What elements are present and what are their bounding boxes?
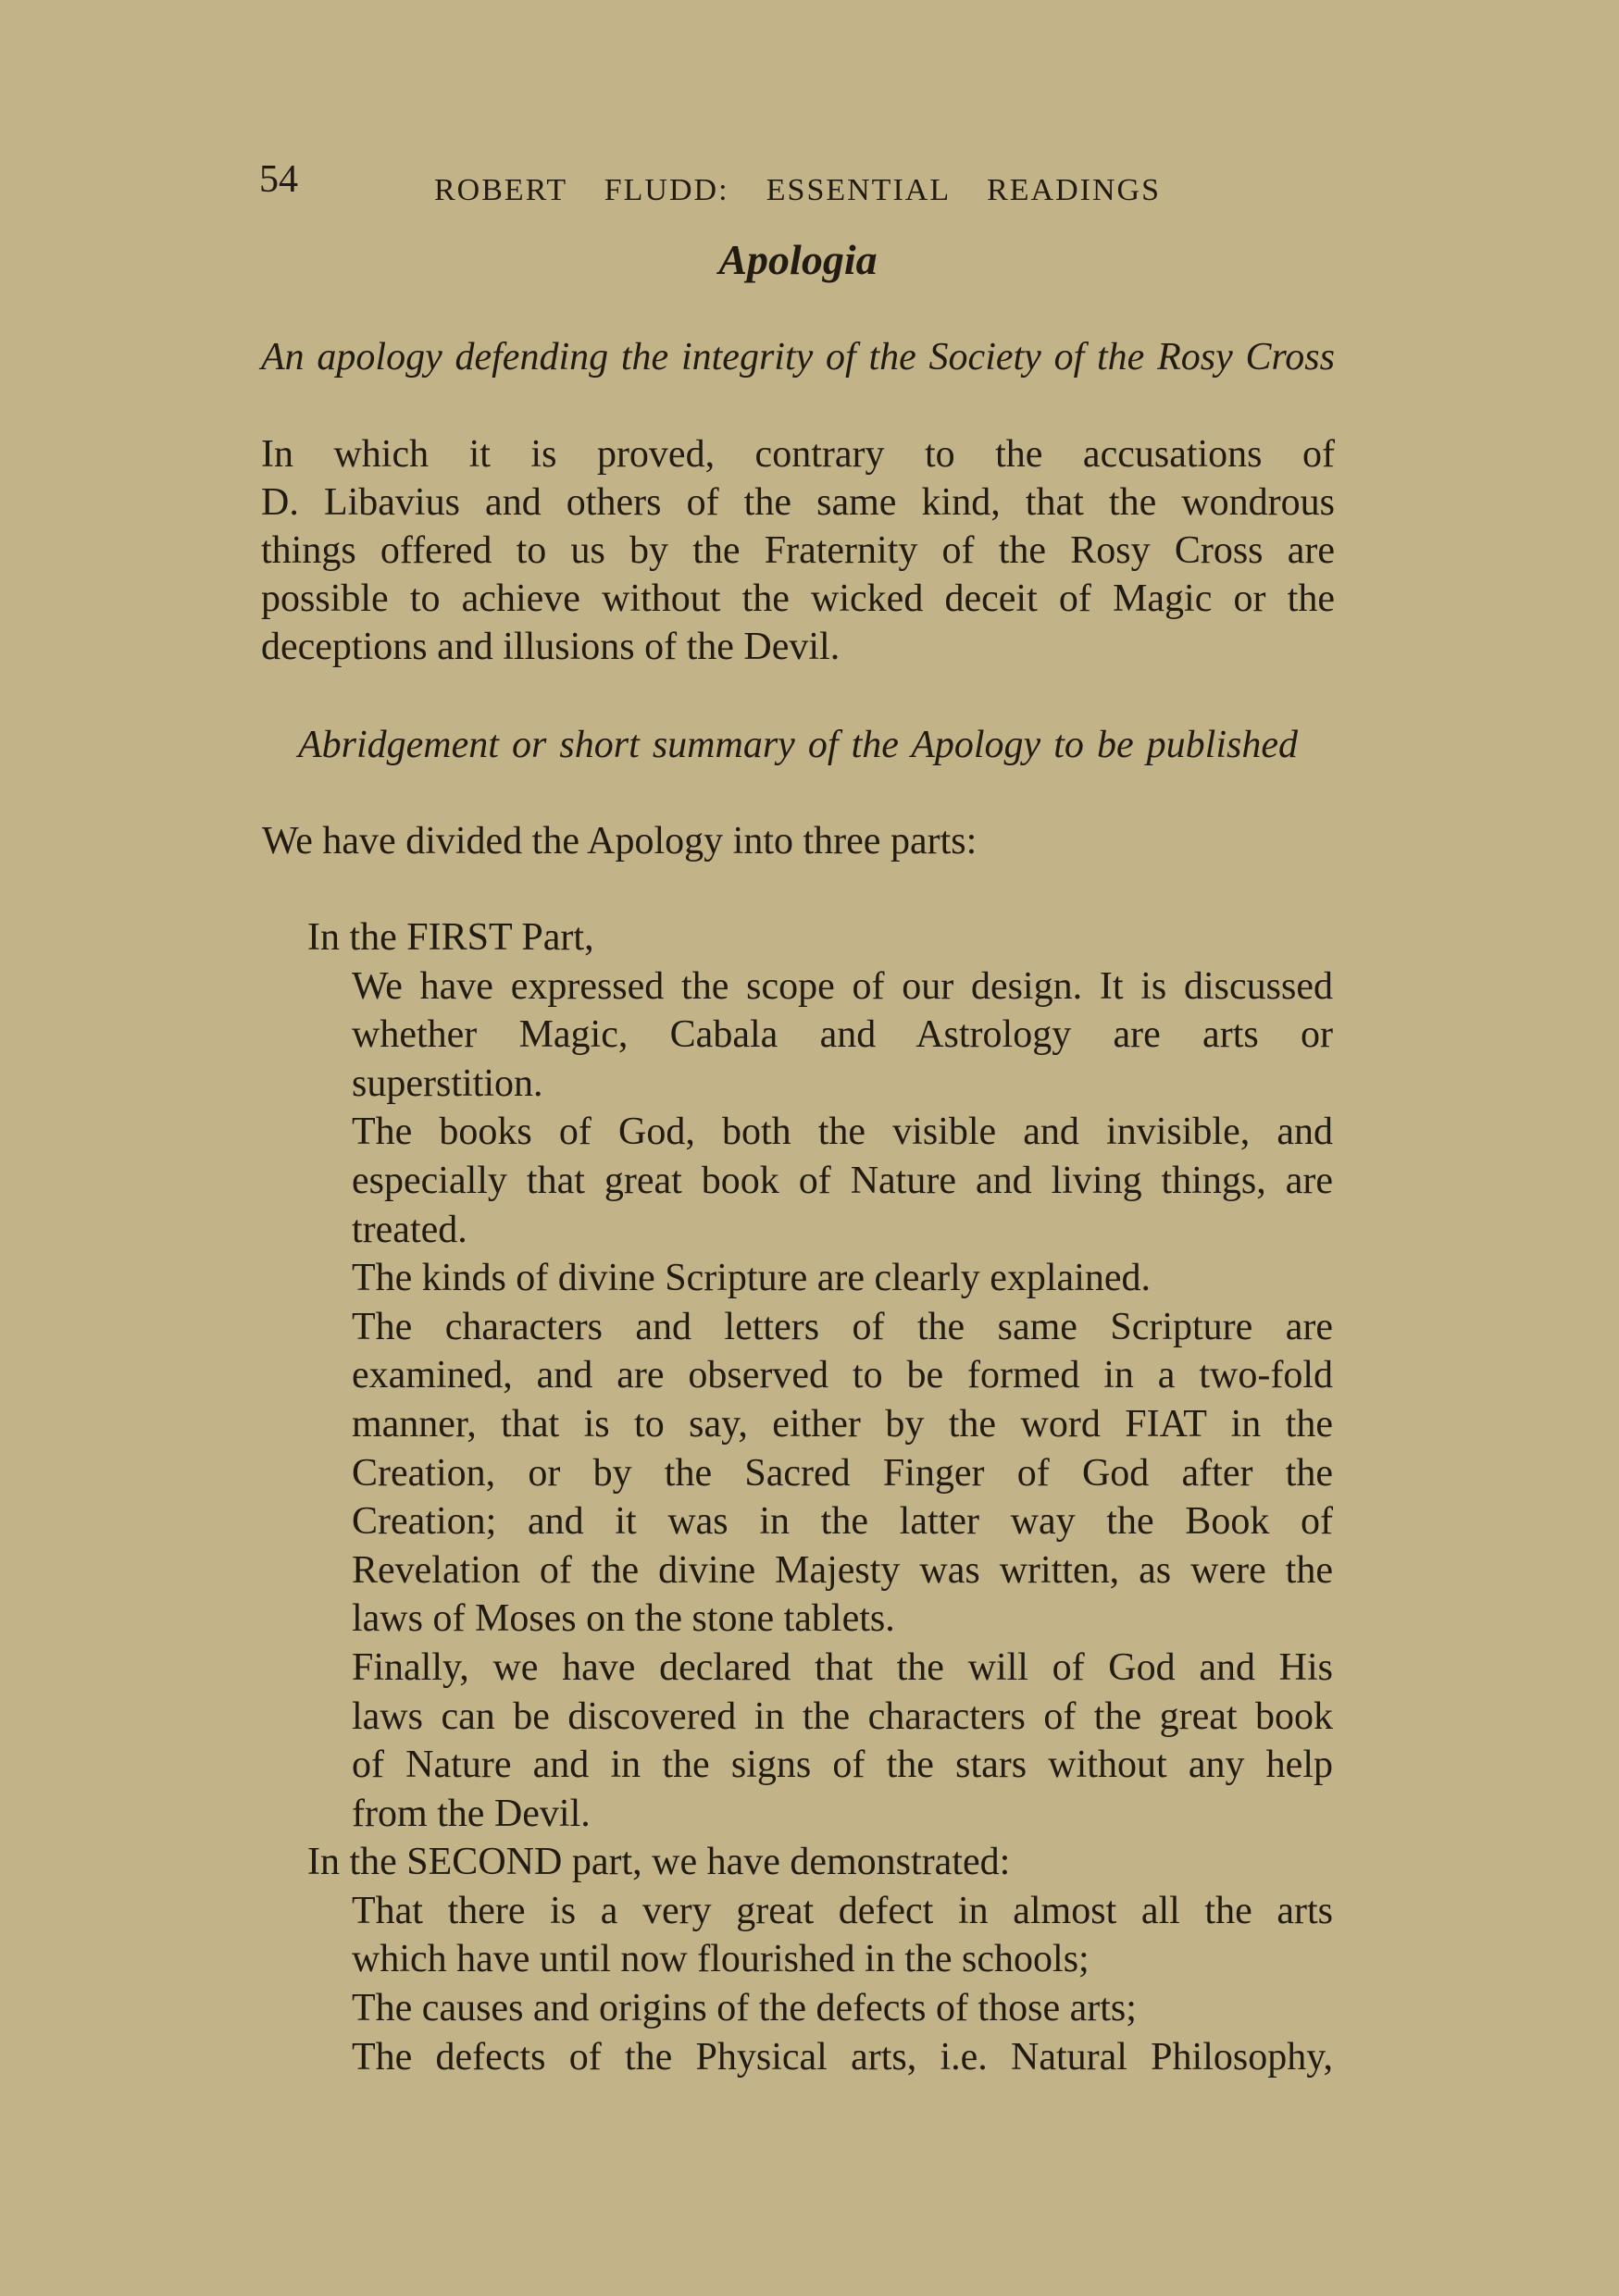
list-item: [307, 1303, 1333, 1644]
text-line: whether Magic, Cabala and Astrology are arts or: [352, 1013, 1333, 1057]
text-line: laws of Moses on the stone tablets.: [352, 1597, 895, 1641]
intro-paragraph: [261, 430, 1335, 671]
page-number: 54: [259, 158, 298, 201]
subtitle: An apology defending the integrity of the Society of the Rosy Cross: [261, 336, 1335, 379]
chapter-title: Apologia: [718, 236, 878, 283]
text-line: from the Devil.: [352, 1792, 591, 1835]
list-item: [307, 1887, 1333, 1984]
text-line: We have expressed the scope of our design. It is discussed: [352, 964, 1333, 1008]
text-line: things offered to us by the Fraternity of the Rosy Cross are: [261, 529, 1335, 572]
text-line: D. Libavius and others of the same kind, that the wondrous: [261, 481, 1335, 524]
text-line: which have until now flourished in the schools;: [352, 1938, 1090, 1981]
text-line: possible to achieve without the wicked deceit of Magic or the: [261, 577, 1335, 620]
part-heading-second: In the SECOND part, we have demonstrated:: [307, 1841, 1011, 1884]
text-line: deceptions and illusions of the Devil.: [261, 626, 841, 668]
text-line: The books of God, both the visible and invisible, and: [352, 1111, 1333, 1154]
running-head-title: ROBERT FLUDD: ESSENTIAL READINGS: [434, 173, 1161, 207]
text-line: manner, that is to say, either by the word FIAT in the: [352, 1402, 1333, 1446]
text-line: Revelation of the divine Majesty was written, as were the: [352, 1548, 1333, 1592]
text-line: In which it is proved, contrary to the accusations of: [261, 433, 1335, 476]
text-line: of Nature and in the signs of the stars without any help: [352, 1744, 1333, 1787]
text-line: superstition.: [352, 1061, 543, 1105]
text-line: especially that great book of Nature and living things, are: [352, 1159, 1333, 1202]
list-item: [307, 1108, 1333, 1254]
text-line: The characters and letters of the same Scripture are: [352, 1305, 1333, 1348]
list-item: [307, 1984, 1333, 2033]
text-line: treated.: [352, 1208, 467, 1251]
text-line: The causes and origins of the defects of those arts;: [352, 1987, 1137, 2030]
text-line: Finally, we have declared that the will of God and His: [352, 1645, 1333, 1689]
parts-list: [307, 913, 1333, 2081]
division-intro: We have divided the Apology into three parts:: [262, 820, 978, 863]
part-heading-first: In the FIRST Part,: [307, 916, 594, 959]
text-line: That there is a very great defect in almost all the arts: [352, 1889, 1333, 1932]
text-line: examined, and are observed to be formed in a two-fold: [352, 1354, 1333, 1397]
list-item: [307, 1254, 1333, 1303]
abridgement-heading: Abridgement or short summary of the Apology to be published: [298, 724, 1298, 766]
text-line: Creation; and it was in the latter way the Book of: [352, 1500, 1333, 1544]
list-item: [307, 1644, 1333, 1838]
list-item: [307, 962, 1333, 1109]
text-line: The kinds of divine Scripture are clearly explained.: [352, 1257, 1152, 1300]
list-item: [307, 2033, 1333, 2082]
text-line: The defects of the Physical arts, i.e. Natural Philosophy,: [352, 2035, 1333, 2079]
text-line: Creation, or by the Sacred Finger of God after the: [352, 1451, 1333, 1495]
text-line: laws can be discovered in the characters of the great book: [352, 1694, 1333, 1738]
